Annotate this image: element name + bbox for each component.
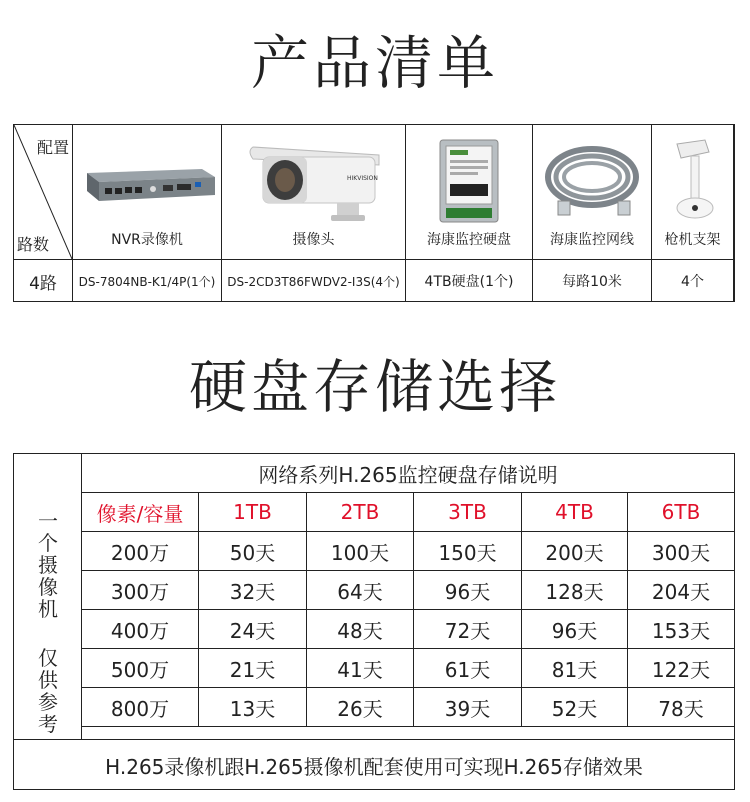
table-cell: 204天 bbox=[651, 579, 711, 604]
table-cell: 13天 bbox=[199, 688, 307, 726]
table-cell: 400万 bbox=[82, 610, 199, 648]
nvr-recorder-icon bbox=[77, 151, 217, 211]
table-row bbox=[82, 532, 734, 571]
product-value: DS-2CD3T86FWDV2-I3S(4个) bbox=[227, 274, 400, 289]
network-cable-icon bbox=[540, 137, 644, 225]
table-cell: 48天 bbox=[307, 610, 414, 648]
table-cell: 150天 bbox=[414, 532, 522, 570]
storage-caption: 网络系列H.265监控硬盘存储说明 bbox=[82, 454, 734, 493]
table-row bbox=[82, 688, 734, 727]
product-name: 海康监控硬盘 bbox=[427, 232, 511, 248]
product-list-table bbox=[13, 124, 735, 302]
product-col-camera bbox=[222, 125, 406, 301]
row-label: 4路 bbox=[29, 273, 57, 294]
product-col-bracket bbox=[652, 125, 734, 301]
side-note-bottom bbox=[14, 647, 82, 735]
header-cell: 3TB bbox=[414, 493, 522, 531]
table-cell: 122天 bbox=[651, 657, 711, 682]
table-cell: 52天 bbox=[522, 688, 628, 726]
side-note-top-text: 一个摄像机 bbox=[38, 509, 58, 621]
product-value: 4个 bbox=[681, 274, 704, 290]
table-cell: 100天 bbox=[307, 532, 414, 570]
table-row bbox=[82, 571, 734, 610]
table-cell: 200万 bbox=[82, 532, 199, 570]
table-cell: 50天 bbox=[199, 532, 307, 570]
table-cell: 128天 bbox=[522, 571, 628, 609]
product-name: 海康监控网线 bbox=[550, 232, 634, 248]
storage-table bbox=[13, 453, 735, 790]
table-row bbox=[82, 610, 734, 649]
table-cell: 96天 bbox=[414, 571, 522, 609]
product-list-title: 产品清单 bbox=[250, 29, 499, 97]
table-row bbox=[82, 649, 734, 688]
product-col-hdd bbox=[406, 125, 533, 301]
header-cell: 1TB bbox=[199, 493, 307, 531]
product-col-cable bbox=[533, 125, 652, 301]
table-cell: 41天 bbox=[307, 649, 414, 687]
camera-brand: HIKVISION bbox=[346, 175, 378, 182]
side-note bbox=[14, 454, 82, 739]
table-cell: 300万 bbox=[82, 571, 199, 609]
camera-bracket-icon bbox=[663, 136, 723, 226]
corner-label-channels: 路数 bbox=[17, 235, 50, 254]
corner-label-config: 配置 bbox=[36, 138, 69, 157]
header-cell: 6TB bbox=[661, 500, 701, 524]
storage-header-row bbox=[82, 493, 734, 532]
product-value: 4TB硬盘(1个) bbox=[424, 274, 514, 290]
table-cell: 24天 bbox=[199, 610, 307, 648]
hard-drive-icon bbox=[434, 136, 504, 226]
header-cell: 像素/容量 bbox=[82, 493, 199, 531]
table-cell: 800万 bbox=[82, 688, 199, 726]
side-note-top bbox=[14, 510, 82, 620]
table-cell: 96天 bbox=[522, 610, 628, 648]
product-name: NVR录像机 bbox=[111, 232, 183, 248]
product-value: 每路10米 bbox=[562, 274, 622, 290]
bullet-camera-icon bbox=[239, 133, 389, 228]
storage-footer: H.265录像机跟H.265摄像机配套使用可实现H.265存储效果 bbox=[14, 739, 734, 790]
header-cell: 2TB bbox=[307, 493, 414, 531]
storage-selection-title: 硬盘存储选择 bbox=[188, 353, 561, 421]
product-value: DS-7804NB-K1/4P(1个) bbox=[78, 274, 216, 289]
table-cell: 500万 bbox=[82, 649, 199, 687]
table-cell: 21天 bbox=[199, 649, 307, 687]
table-cell: 72天 bbox=[414, 610, 522, 648]
header-cell: 4TB bbox=[522, 493, 628, 531]
side-note-bottom-text: 仅供参考 bbox=[38, 646, 58, 736]
product-name: 摄像头 bbox=[292, 232, 335, 248]
table-cell: 300天 bbox=[651, 540, 711, 565]
table-cell: 153天 bbox=[651, 618, 711, 643]
table-cell: 81天 bbox=[522, 649, 628, 687]
table-cell: 39天 bbox=[414, 688, 522, 726]
corner-cell bbox=[14, 125, 73, 301]
table-cell: 61天 bbox=[414, 649, 522, 687]
table-cell: 200天 bbox=[522, 532, 628, 570]
product-name: 枪机支架 bbox=[664, 232, 721, 248]
storage-grid bbox=[82, 493, 734, 727]
table-cell: 64天 bbox=[307, 571, 414, 609]
table-cell: 26天 bbox=[307, 688, 414, 726]
table-cell: 32天 bbox=[199, 571, 307, 609]
table-cell: 78天 bbox=[658, 696, 704, 721]
product-col-nvr bbox=[73, 125, 222, 301]
